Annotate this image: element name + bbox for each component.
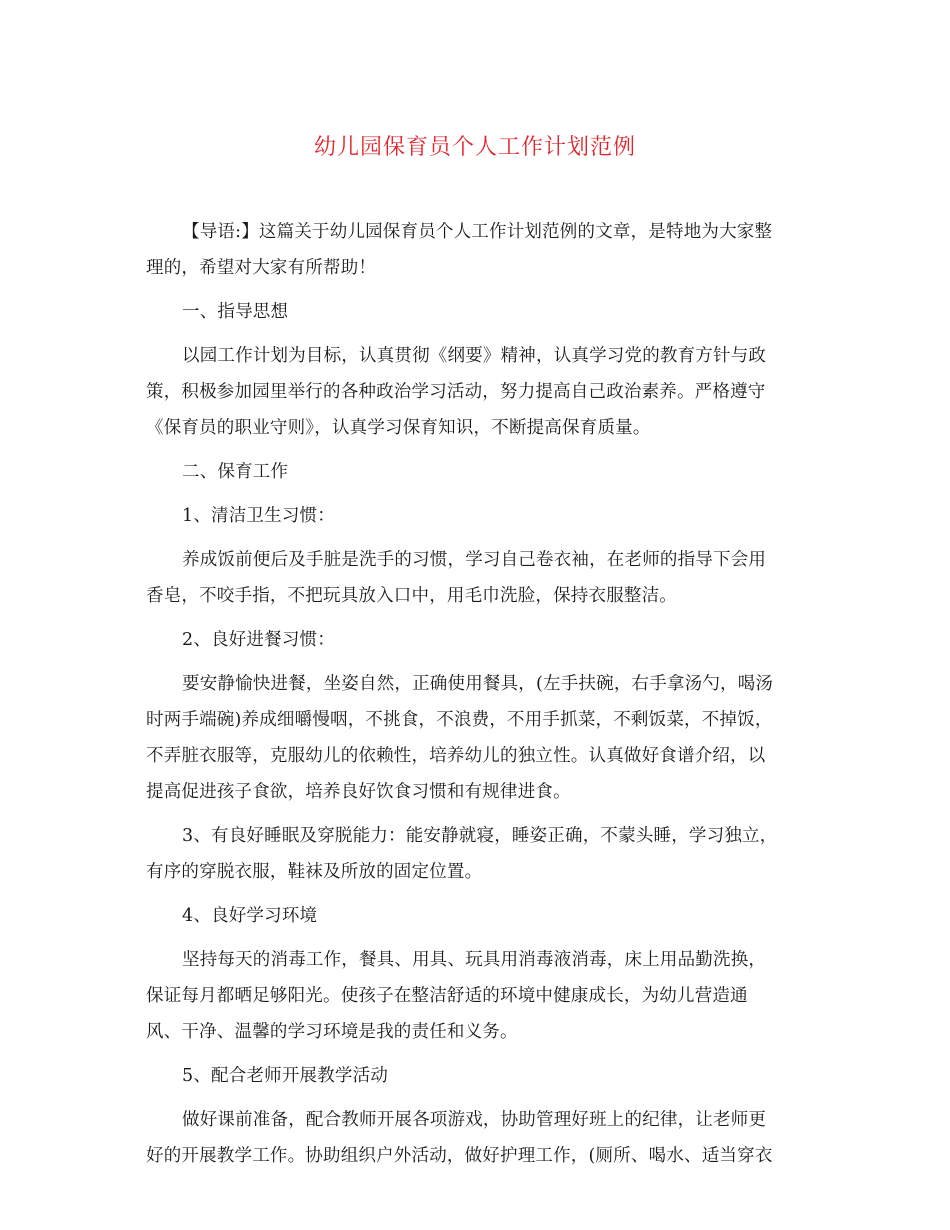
- text-line: 提高促进孩子食欲，培养良好饮食习惯和有规律进食。: [146, 782, 571, 802]
- paragraph-environment: [146, 942, 808, 1050]
- text-line: 坚持每天的消毒工作，餐具、用具、玩具用消毒液消毒，床上用品勤洗换，: [182, 950, 767, 970]
- text-line: 风、干净、温馨的学习环境是我的责任和义务。: [146, 1022, 518, 1042]
- paragraph-guiding-thought: [146, 338, 808, 446]
- text-line: 养成饭前便后及手脏是洗手的习惯，学习自己卷衣袖，在老师的指导下会用: [182, 550, 767, 570]
- paragraph-hygiene: [146, 542, 808, 614]
- text-line: 一、指导思想: [182, 302, 289, 322]
- subheading-hygiene: [146, 498, 808, 534]
- paragraph-sleep: [146, 818, 808, 890]
- document-title: 幼儿园保育员个人工作计划范例: [313, 135, 636, 160]
- text-line: 要安静愉快进餐，坐姿自然，正确使用餐具，(左手扶碗，右手拿汤勺，喝汤: [182, 674, 774, 694]
- text-line: 有序的穿脱衣服，鞋袜及所放的固定位置。: [146, 862, 483, 882]
- text-line: 策，积极参加园里举行的各种政治学习活动，努力提高自己政治素养。严格遵守: [146, 382, 766, 402]
- paragraph-teaching: [146, 1102, 808, 1174]
- text-line: 1、清洁卫生习惯：: [182, 506, 335, 526]
- text-line: 【导语:】这篇关于幼儿园保育员个人工作计划范例的文章，是特地为大家整: [182, 222, 773, 242]
- section-heading-guiding-thought: [146, 294, 808, 330]
- text-line: 时两手端碗)养成细嚼慢咽，不挑食，不浪费，不用手抓菜，不剩饭菜，不掉饭，: [146, 710, 773, 730]
- subheading-environment: [146, 898, 808, 934]
- document-body: [146, 214, 808, 1182]
- subheading-teaching: [146, 1058, 808, 1094]
- subheading-eating: [146, 622, 808, 658]
- text-line: 好的开展教学工作。协助组织户外活动，做好护理工作，(厕所、喝水、适当穿衣: [146, 1146, 773, 1166]
- text-line: 以园工作计划为目标，认真贯彻《纲要》精神，认真学习党的教育方针与政: [182, 346, 767, 366]
- text-line: 保证每月都晒足够阳光。使孩子在整洁舒适的环境中健康成长，为幼儿营造通: [146, 986, 748, 1006]
- text-line: 不弄脏衣服等，克服幼儿的依赖性，培养幼儿的独立性。认真做好食谱介绍，以: [146, 746, 766, 766]
- text-line: 理的，希望对大家有所帮助！: [146, 258, 377, 278]
- text-line: 二、保育工作: [182, 462, 289, 482]
- text-line: 5、配合老师开展教学活动: [182, 1066, 389, 1086]
- text-line: 3、有良好睡眠及穿脱能力：能安静就寝，睡姿正确，不蒙头睡，学习独立，: [182, 826, 778, 846]
- text-line: 2、良好进餐习惯：: [182, 630, 335, 650]
- text-line: 香皂，不咬手指，不把玩具放入口中，用毛巾洗脸，保持衣服整洁。: [146, 586, 677, 606]
- section-heading-care-work: [146, 454, 808, 490]
- paragraph-eating: [146, 666, 808, 810]
- paragraph-intro: [146, 214, 808, 286]
- text-line: 做好课前准备，配合教师开展各项游戏，协助管理好班上的纪律，让老师更: [182, 1110, 767, 1130]
- text-line: 《保育员的职业守则》，认真学习保育知识，不断提高保育质量。: [146, 418, 651, 438]
- text-line: 4、良好学习环境: [182, 906, 318, 926]
